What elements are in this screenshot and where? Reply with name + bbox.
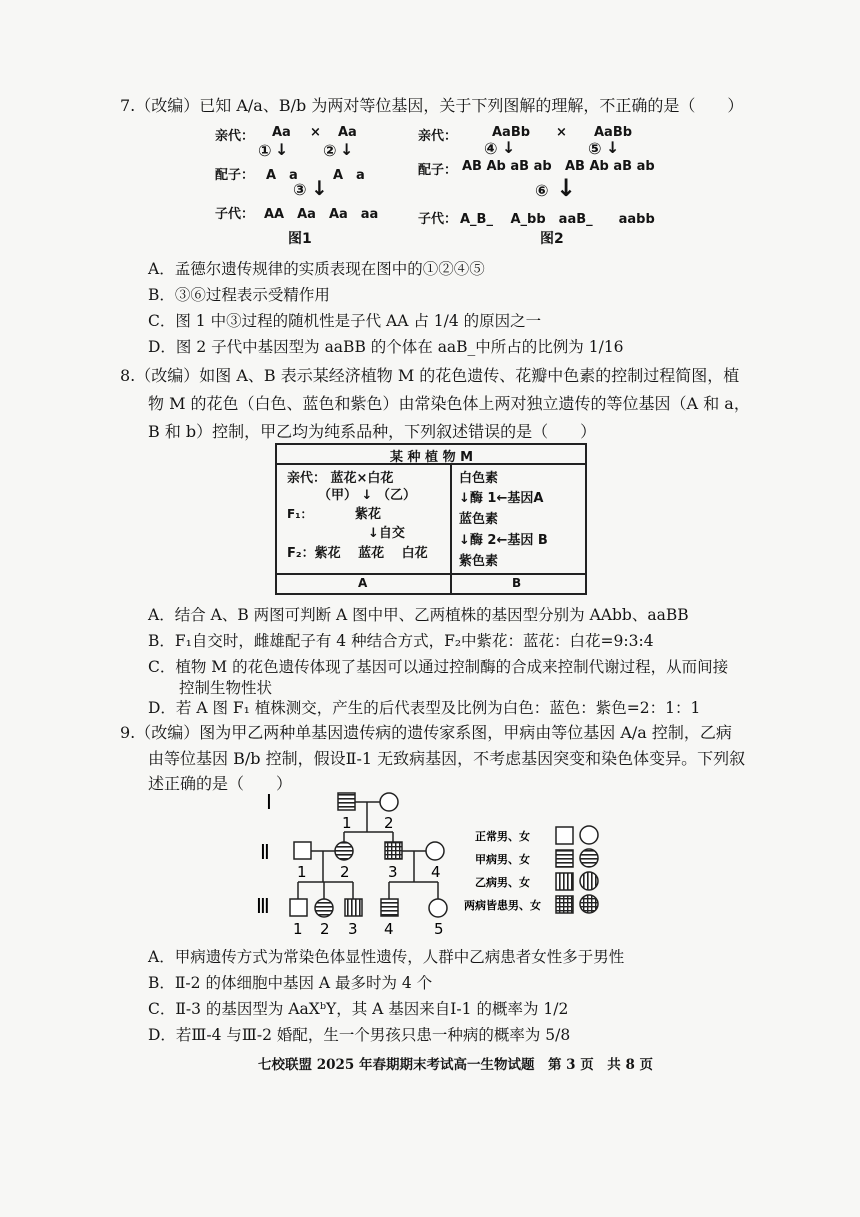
individual-i1 [338,793,355,810]
label-ii1: 1 [297,863,307,881]
fig2-child-label: 子代： [418,212,458,227]
fig1-cross: × [310,125,321,140]
fig2-caption: 图2 [540,231,564,247]
fig1-step-3: ③ [293,180,307,199]
label-ii4: 4 [431,863,441,881]
panel-a-label: A [358,576,368,590]
label-iii3: 3 [348,920,358,938]
legend-disease-a: 甲病男、女 [475,853,530,866]
q8-option-d[interactable]: D．若 A 图 F₁ 植株测交，产生的后代表型及比例为白色：蓝色：紫色=2：1：1 [148,699,701,717]
legend-normal-female [580,826,598,844]
label-ii3: 3 [388,863,398,881]
fig2-step-5: ⑤ [588,139,602,158]
legend-both-male [556,896,573,913]
fig2-step-6: ⑥ [535,181,549,200]
generation-1-label: Ⅰ [266,790,272,814]
fig2-parent-label: 亲代： [418,129,458,144]
q9-stem-line-3: 述正确的是（ ） [148,774,293,793]
q8-stem-line-1: 8.（改编）如图 A、B 表示某经济植物 M 的花色遗传、花瓣中色素的控制过程简图，植 [120,366,740,385]
fig2-parent-1: AaBb [492,125,531,140]
legend-normal: 正常男、女 [475,830,530,843]
q7-stem: 7.（改编）已知 A/a、B/b 为两对等位基因，关于下列图解的理解，不正确的是（ ） [120,96,744,115]
q8-option-c[interactable]: C．植物 M 的花色遗传体现了基因可以通过控制酶的合成来控制代谢过程，从而间接 [148,658,729,676]
fig1-gametes-1: A a [266,168,298,183]
panel-a-parents: 亲代： 蓝花×白花 [287,471,394,486]
arrow-down-icon: ↓ [340,140,354,159]
fig2-parent-2: AaBb [594,125,633,140]
fig1-gametes-2: A a [333,168,365,183]
label-iii5: 5 [434,920,444,938]
fig1-step-1: ① [258,141,272,160]
q7-option-a[interactable]: A．孟德尔遗传规律的实质表现在图中的①②④⑤ [148,260,485,278]
individual-ii3 [385,842,402,859]
fig2-gametes-1: AB Ab aB ab [462,159,552,174]
fig2-cross: × [556,125,567,140]
fig2-gamete-label: 配子： [418,163,458,178]
panel-a-f1: 紫花 [355,507,382,522]
panel-b-purple: 紫色素 [459,554,499,569]
q8-stem-line-3: B 和 b）控制，甲乙均为纯系品种，下列叙述错误的是（ ） [148,422,597,441]
fig1-step-2: ② [323,141,337,160]
individual-iii3 [345,899,362,916]
panel-b-white: 白色素 [459,471,499,486]
legend-disease-a-female [580,849,598,867]
individual-ii2 [335,842,353,860]
legend-disease-b-male [556,873,573,890]
panel-b-enzyme-2: ↓酶 2←基因 B [459,533,548,548]
individual-ii1 [294,842,311,859]
individual-iii4 [381,899,398,916]
q7-option-d[interactable]: D．图 2 子代中基因型为 aaBB 的个体在 aaB_中所占的比例为 1/16 [148,338,624,356]
legend-both-diseases: 两病皆患男、女 [464,899,541,912]
panel-a-self: ↓自交 [368,526,405,541]
label-iii2: 2 [320,920,330,938]
generation-2-label: Ⅱ [260,840,270,864]
divider [450,463,452,593]
legend-disease-b: 乙病男、女 [475,876,530,889]
divider [277,573,585,575]
label-ii2: 2 [340,863,350,881]
q9-option-d[interactable]: D．若Ⅲ-4 与Ⅲ-2 婚配，生一个男孩只患一种病的概率为 5/8 [148,1026,571,1044]
q8-option-a[interactable]: A．结合 A、B 两图可判断 A 图中甲、乙两植株的基因型分别为 AAbb、aaBB [148,606,689,624]
individual-iii2 [315,899,333,917]
fig2-children: A_B_ A_bb aaB_ aabb [460,212,655,227]
panel-b-blue: 蓝色素 [459,512,499,527]
fig2-step-4: ④ [484,139,498,158]
panel-b-label: B [512,576,522,590]
individual-iii5 [429,899,447,917]
fig2-gametes-2: AB Ab aB ab [565,159,655,174]
pedigree-chart [250,785,630,940]
panel-a-f1-label: F₁： [287,507,313,521]
q9-stem-line-1: 9.（改编）图为甲乙两种单基因遗传病的遗传家系图，甲病由等位基因 A/a 控制，乙病 [120,723,732,742]
arrow-down-icon: ↓ [502,138,516,157]
individual-iii1 [290,899,307,916]
q8-stem-line-2: 物 M 的花色（白色、蓝色和紫色）由常染色体上两对独立遗传的等位基因（A 和 a， [148,394,750,413]
label-i2: 2 [384,814,394,832]
panel-a-f2: F₂：紫花 蓝花 白花 [287,546,428,561]
label-iii1: 1 [293,920,303,938]
legend-both-female [580,895,598,913]
legend-normal-male [556,827,573,844]
individual-ii4 [426,842,444,860]
page-footer: 七校联盟 2025 年春期期末考试高一生物试题 第 3 页 共 8 页 [258,1057,654,1073]
table-header: 某 种 植 物 M [390,450,474,465]
legend-disease-b-female [580,872,598,890]
fig1-children: AA Aa Aa aa [264,207,379,222]
label-i1: 1 [342,814,352,832]
q9-stem-line-2: 由等位基因 B/b 控制，假设Ⅱ-1 无致病基因，不考虑基因突变和染色体变异。下列叙 [148,749,746,768]
fig1-gamete-label: 配子： [215,168,255,183]
q8-option-b[interactable]: B．F₁自交时，雌雄配子有 4 种结合方式，F₂中紫花：蓝花：白花=9:3:4 [148,632,654,650]
q9-option-c[interactable]: C．Ⅱ-3 的基因型为 AaXᵇY，其 A 基因来自Ⅰ-1 的概率为 1/2 [148,1000,569,1018]
q7-option-b[interactable]: B．③⑥过程表示受精作用 [148,286,330,304]
arrow-down-icon: ↓ [275,140,289,159]
q7-option-c[interactable]: C．图 1 中③过程的随机性是子代 AA 占 1/4 的原因之一 [148,312,542,330]
label-iii4: 4 [384,920,394,938]
q9-option-a[interactable]: A．甲病遗传方式为常染色体显性遗传，人群中乙病患者女性多于男性 [148,948,625,966]
arrow-down-icon: ↓ [311,176,328,200]
panel-b-enzyme-1: ↓酶 1←基因A [459,491,544,506]
arrow-down-icon: ↓ [606,138,620,157]
fig1-parent-2: Aa [338,125,357,140]
fig1-parent-1: Aa [272,125,291,140]
panel-a-parents-names: （甲） ↓ （乙） [318,488,416,503]
arrow-down-icon: ↓ [556,174,577,202]
fig1-parent-label: 亲代： [215,129,255,144]
q8-option-c-continued: 控制生物性状 [148,679,273,697]
fig1-child-label: 子代： [215,207,255,222]
fig1-caption: 图1 [288,231,312,247]
legend-disease-a-male [556,850,573,867]
individual-i2 [380,793,398,811]
generation-3-label: Ⅲ [256,894,270,918]
q9-option-b[interactable]: B．Ⅱ-2 的体细胞中基因 A 最多时为 4 个 [148,974,433,992]
